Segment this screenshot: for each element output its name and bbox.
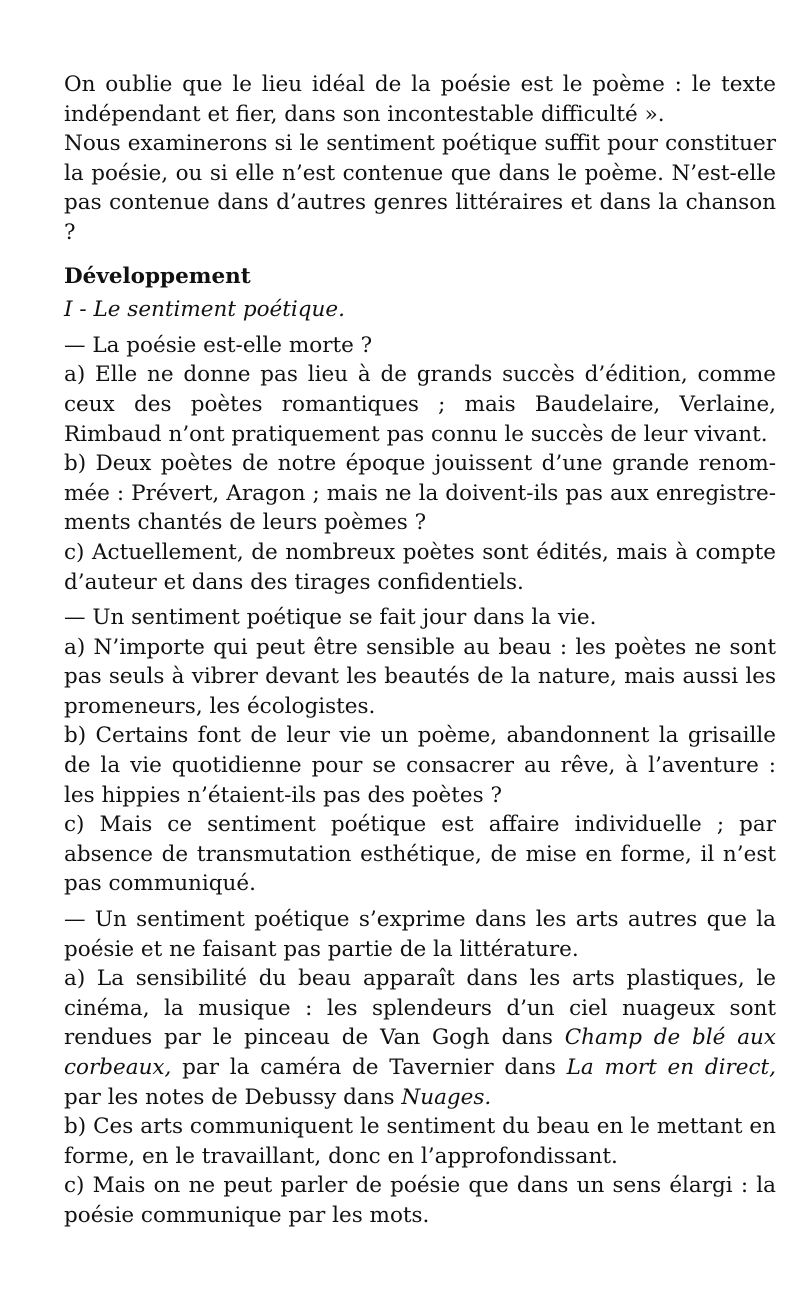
document-page <box>64 70 776 1231</box>
section-1-item-a: a) Elle ne donne pas lieu à de grands succès d’édition, comme ceux des poètes romantiques ; mais Baudelaire, Verlaine, Rimbaud n’ont pratiquement pas connu le succès de leur vivant. <box>64 362 776 447</box>
work-title-la-mort-en-direct: La mort en direct, <box>566 1055 776 1080</box>
section-1-title: — La poésie est-elle morte ? <box>64 332 373 358</box>
section-3-item-a <box>64 964 776 1112</box>
section-2-item-b: b) Certains font de leur vie un poème, abandonnent la grisaille de la vie quotidienne pour se consacrer au rêve, à l’aventure : les hippies n’étaient-ils pas des poètes ? <box>64 723 776 808</box>
section-1-item-c: c) Actuellement, de nombreux poètes sont édités, mais à compte d’auteur et dans des tirages confidentiels. <box>64 539 776 595</box>
work-title-champ-de-ble: Champ de blé aux corbeaux, <box>64 1025 776 1080</box>
intro-paragraph-1: On oublie que le lieu idéal de la poésie est le poème : le texte indépendant et fier, dans son incontestable difficulté ». <box>64 72 776 127</box>
intro-paragraph-2: Nous examinerons si le sentiment poétique suffit pour constituer la poésie, ou si elle n’est contenue que dans le poème. N’est-elle pas contenue dans d’autres genres littéraires et dans la chanson ? <box>64 131 776 245</box>
part-title: Le sentiment poétique. <box>93 297 345 323</box>
part-separator: - <box>79 297 87 323</box>
section-2-item-a: a) N’importe qui peut être sensible au beau : les poètes ne sont pas seuls à vibrer devant les beautés de la nature, mais aussi les promeneurs, les écologistes. <box>64 634 776 719</box>
section-3-item-a-text-3: par les notes de Debussy dans <box>64 1084 402 1110</box>
work-title-nuages: Nuages. <box>401 1084 492 1110</box>
section-3-item-a-text-2: par la caméra de Tavernier dans <box>171 1055 567 1080</box>
section-3-title: — Un sentiment poétique s’exprime dans les arts autres que la poésie et ne faisant pas partie de la littérature. <box>64 907 776 962</box>
part-heading <box>64 295 776 325</box>
section-3-item-c: c) Mais on ne peut parler de poésie que dans un sens élargi : la poésie communique par les mots. <box>64 1173 776 1228</box>
section-2-title: — Un sentiment poétique se fait jour dans la vie. <box>64 605 597 631</box>
section-3-item-b: b) Ces arts communiquent le sentiment du beau en le mettant en forme, en le travaillant, donc en l’approfondissant. <box>64 1114 776 1169</box>
section-3-item-a-text-1: a) La sensibilité du beau apparaît dans les arts plastiques, le cinéma, la musique : les splendeurs d’un ciel nuageux sont rendues par le pinceau de Van Gogh dans <box>64 966 776 1051</box>
development-heading: Développement <box>64 263 251 289</box>
section-2-item-c: c) Mais ce sentiment poétique est affaire individuelle ; par absence de transmutation esthétique, de mise en forme, il n’est pas communiqué. <box>64 812 776 897</box>
part-number: I <box>64 297 73 323</box>
section-1-item-b: b) Deux poètes de notre époque jouissent d’une grande renommée : Prévert, Aragon ; mais ne la doivent-ils pas aux enregistrements chantés de leurs poèmes ? <box>64 451 776 536</box>
